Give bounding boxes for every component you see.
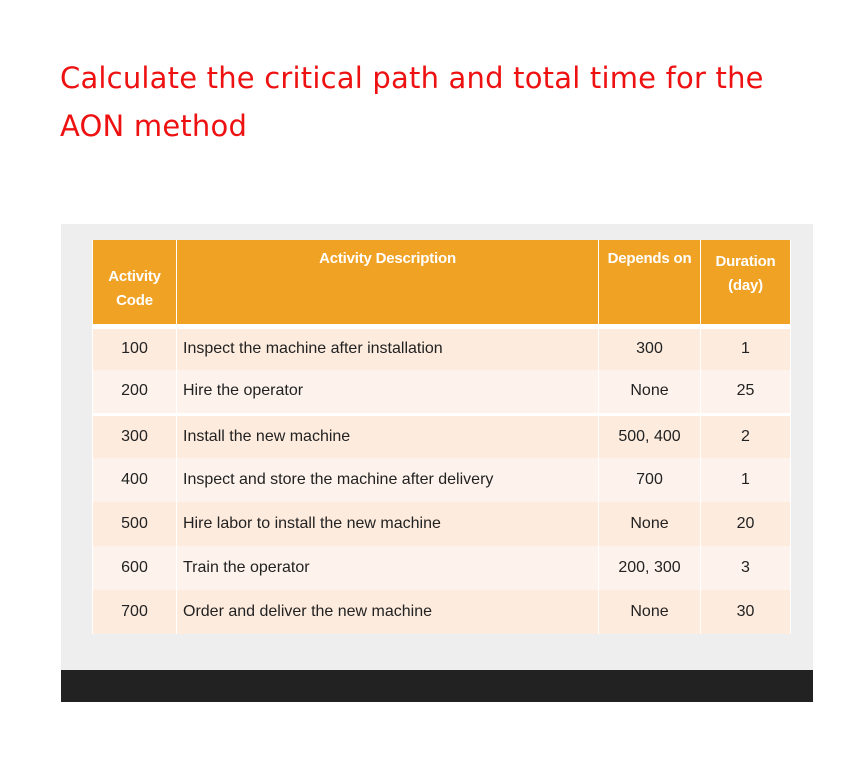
cell-activity-description: Install the new machine — [177, 414, 599, 458]
table-row — [93, 546, 791, 590]
table-row — [93, 414, 791, 458]
cell-depends-on: 700 — [599, 458, 701, 502]
cell-activity-code: 400 — [93, 458, 177, 502]
header-activity-code: Activity Code — [93, 240, 177, 326]
cell-activity-description: Hire the operator — [177, 370, 599, 414]
cell-activity-description: Inspect and store the machine after delivery — [177, 458, 599, 502]
table-header-row — [93, 240, 791, 326]
table-row — [93, 590, 791, 634]
cell-activity-description: Hire labor to install the new machine — [177, 502, 599, 546]
cell-activity-code: 500 — [93, 502, 177, 546]
cell-depends-on: 300 — [599, 326, 701, 370]
cell-depends-on: 500, 400 — [599, 414, 701, 458]
cell-activity-code: 600 — [93, 546, 177, 590]
cell-duration: 1 — [701, 458, 791, 502]
question-line-2: AON method — [60, 109, 248, 143]
table-row — [93, 502, 791, 546]
cell-activity-description: Train the operator — [177, 546, 599, 590]
cell-duration: 1 — [701, 326, 791, 370]
question-text — [60, 54, 820, 150]
header-activity-description: Activity Description — [177, 240, 599, 326]
cell-activity-description: Inspect the machine after installation — [177, 326, 599, 370]
cell-depends-on: 200, 300 — [599, 546, 701, 590]
table-row — [93, 458, 791, 502]
activity-table — [92, 240, 791, 634]
cell-depends-on: None — [599, 590, 701, 634]
table-row — [93, 326, 791, 370]
question-line-1: Calculate the critical path and total time for the — [60, 61, 764, 95]
cell-duration: 3 — [701, 546, 791, 590]
cell-activity-code: 700 — [93, 590, 177, 634]
header-depends-on: Depends on — [599, 240, 701, 326]
table-row — [93, 370, 791, 414]
cell-duration: 2 — [701, 414, 791, 458]
cell-depends-on: None — [599, 370, 701, 414]
cell-activity-description: Order and deliver the new machine — [177, 590, 599, 634]
cell-activity-code: 200 — [93, 370, 177, 414]
cell-duration: 20 — [701, 502, 791, 546]
bottom-bar — [61, 670, 813, 702]
cell-duration: 25 — [701, 370, 791, 414]
cell-depends-on: None — [599, 502, 701, 546]
header-duration: Duration (day) — [701, 240, 791, 326]
cell-activity-code: 100 — [93, 326, 177, 370]
cell-activity-code: 300 — [93, 414, 177, 458]
cell-duration: 30 — [701, 590, 791, 634]
